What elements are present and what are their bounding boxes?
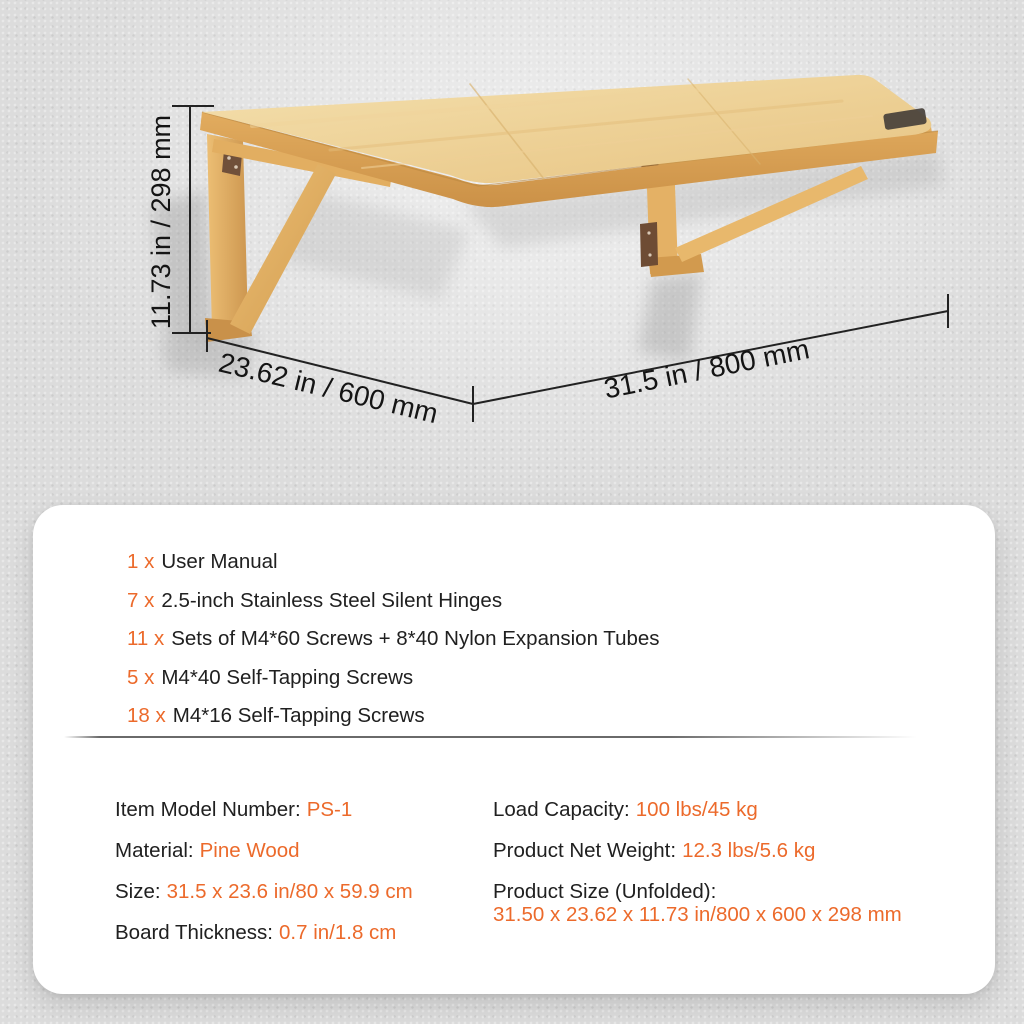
spec-value: 100 lbs/45 kg [635,798,758,821]
spec-value: 31.50 x 23.62 x 11.73 in/800 x 600 x 298 mm [493,903,902,926]
item-quantity: 5 x [127,665,155,689]
specs-column-left [115,789,413,953]
item-quantity: 11 x [127,627,165,651]
spec-label: Material: [115,839,194,862]
spec-label: Size: [115,880,161,903]
list-item [127,620,660,659]
spec-label: Product Size (Unfolded): [493,880,717,903]
spec-row [115,830,413,871]
spec-value: 31.5 x 23.6 in/80 x 59.9 cm [166,880,413,903]
package-contents-list [127,543,660,736]
item-name: M4*40 Self-Tapping Screws [161,665,414,689]
right-hinge-bottom [640,222,658,267]
item-name: User Manual [161,550,278,573]
item-name: 2.5-inch Stainless Steel Silent Hinges [161,588,503,612]
spec-row [493,880,963,926]
item-name: M4*16 Self-Tapping Screws [172,704,425,728]
spec-value: 0.7 in/1.8 cm [279,921,397,944]
spec-label: Load Capacity: [493,798,630,821]
list-item [127,543,660,582]
spec-value: PS-1 [306,798,353,821]
item-name: Sets of M4*60 Screws + 8*40 Nylon Expansion Tubes [171,627,660,651]
item-quantity: 7 x [127,588,155,612]
height-dimension-label: 11.73 in / 298 mm [146,114,177,330]
product-photo [0,0,1024,470]
spec-row [115,912,413,953]
list-item [127,659,660,698]
spec-row [493,789,963,830]
item-quantity: 18 x [127,704,166,728]
item-quantity: 1 x [127,550,155,573]
spec-value: 12.3 lbs/5.6 kg [682,839,816,862]
width-dimension-label: 31.5 in / 800 mm [601,333,812,405]
spec-row [493,830,963,871]
spec-label: Product Net Weight: [493,839,677,862]
spec-row [115,871,413,912]
spec-row [115,789,413,830]
divider-line [64,736,952,738]
depth-dimension-label: 23.62 in / 600 mm [215,346,442,430]
specs-column-right [493,789,963,926]
info-card [33,505,995,994]
list-item [127,697,660,736]
spec-label: Board Thickness: [115,921,274,944]
spec-label: Item Model Number: [115,798,301,821]
spec-value: Pine Wood [199,839,300,862]
list-item [127,582,660,621]
